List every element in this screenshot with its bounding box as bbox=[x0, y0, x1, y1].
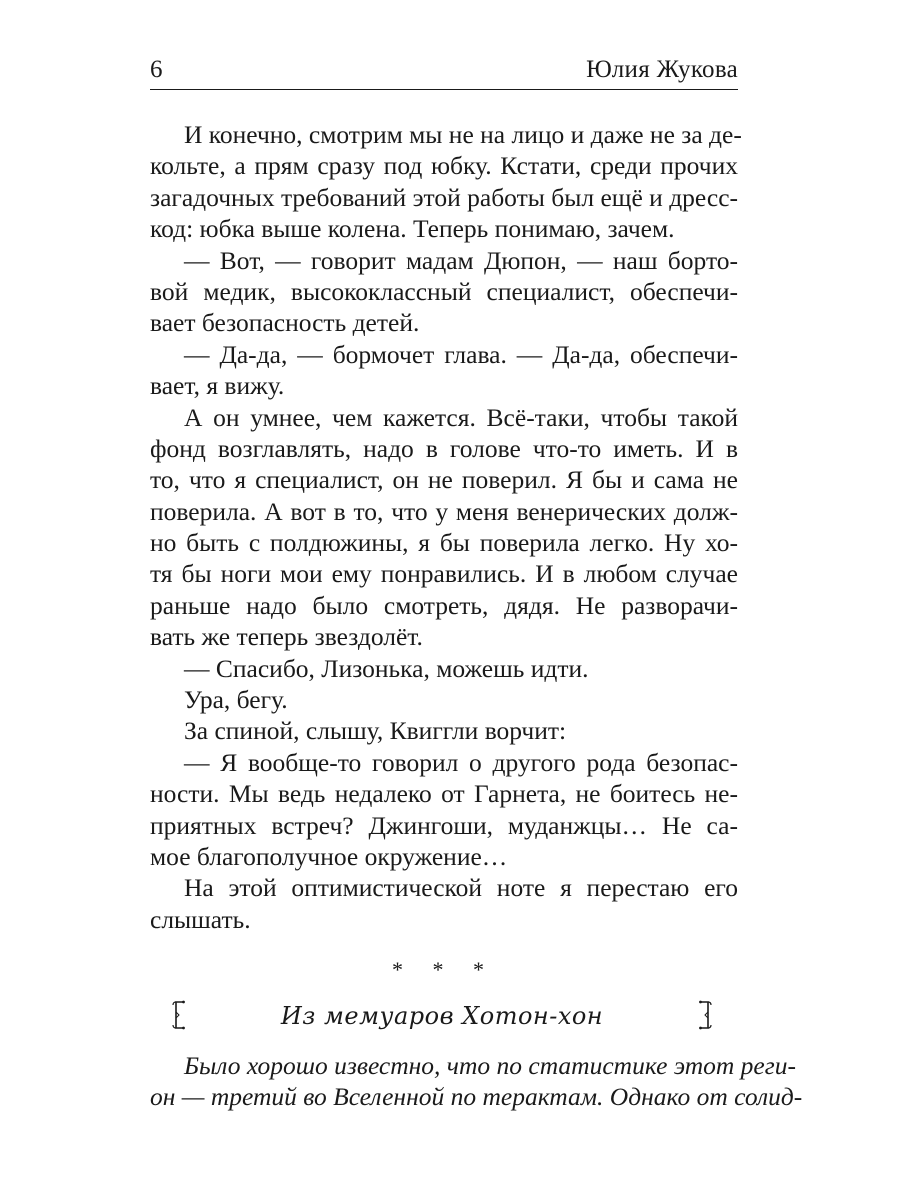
section-title: Из мемуаров Хотон-хон bbox=[280, 1002, 604, 1030]
running-head bbox=[150, 54, 738, 86]
text-line: приятных встреч? Джингоши, муданжцы… Не са- bbox=[150, 810, 738, 840]
text-line: кольте, а прям сразу под юбку. Кстати, среди прочих bbox=[150, 151, 738, 181]
text-line: загадочных требований этой работы был ещё и дресс- bbox=[150, 182, 738, 212]
text-line: код: юбка выше колена. Теперь понимаю, зачем. bbox=[150, 214, 675, 244]
text-line: слышать. bbox=[150, 904, 251, 934]
running-head-author: Юлия Жукова bbox=[586, 56, 738, 83]
text-line: но быть с полдюжины, я бы поверила легко. Ну хо- bbox=[150, 528, 738, 558]
text-line: Ура, бегу. bbox=[184, 685, 288, 715]
text-line: вой медик, высококлассный специалист, обеспечи- bbox=[150, 276, 738, 306]
text-line: И конечно, смотрим мы не на лицо и даже не за де- bbox=[184, 120, 742, 149]
section-separator: * * * bbox=[392, 957, 496, 982]
text-line: — Вот, — говорит мадам Дюпон, — наш борто- bbox=[184, 245, 738, 275]
text-line: На этой оптимистической ноте я перестаю его bbox=[184, 873, 738, 903]
text-line: то, что я специалист, он не поверил. Я бы и сама не bbox=[150, 465, 738, 495]
text-line: раньше надо было смотреть, дядя. Не разворачи- bbox=[150, 590, 738, 620]
text-line: Было хорошо известно, что по статистике этот реги- bbox=[184, 1051, 796, 1080]
text-line: он — третий во Вселенной по терактам. Однако от солид- bbox=[150, 1082, 803, 1112]
text-line: А он умнее, чем кажется. Всё-таки, чтобы такой bbox=[184, 402, 738, 432]
text-line: вает, я вижу. bbox=[150, 371, 285, 401]
left-bracket-ornament-icon bbox=[172, 1000, 186, 1030]
page-number: 6 bbox=[150, 56, 163, 83]
text-line: фонд возглавлять, надо в голове что-то иметь. И в bbox=[150, 433, 738, 463]
text-line: За спиной, слышу, Квиггли ворчит: bbox=[184, 716, 567, 746]
text-line: вает безопасность детей. bbox=[150, 308, 420, 338]
text-line: тя бы ноги мои ему понравились. И в любом случае bbox=[150, 559, 738, 589]
header-rule bbox=[150, 89, 738, 90]
text-line: — Я вообще-то говорил о другого рода безопас- bbox=[184, 747, 738, 777]
section-header bbox=[172, 1000, 712, 1034]
text-line: ности. Мы ведь недалеко от Гарнета, не боитесь не- bbox=[150, 779, 738, 809]
text-line: — Да-да, — бормочет глава. — Да-да, обеспечи- bbox=[184, 339, 738, 369]
text-line: поверила. А вот в то, что у меня венерических долж- bbox=[150, 496, 738, 526]
text-line: мое благополучное окружение… bbox=[150, 841, 508, 871]
right-bracket-ornament-icon bbox=[698, 1000, 712, 1030]
memoir-excerpt bbox=[150, 1050, 803, 1113]
text-line: вать же теперь звездолёт. bbox=[150, 622, 423, 652]
body-text bbox=[150, 119, 742, 935]
text-line: — Спасибо, Лизонька, можешь идти. bbox=[184, 653, 589, 683]
